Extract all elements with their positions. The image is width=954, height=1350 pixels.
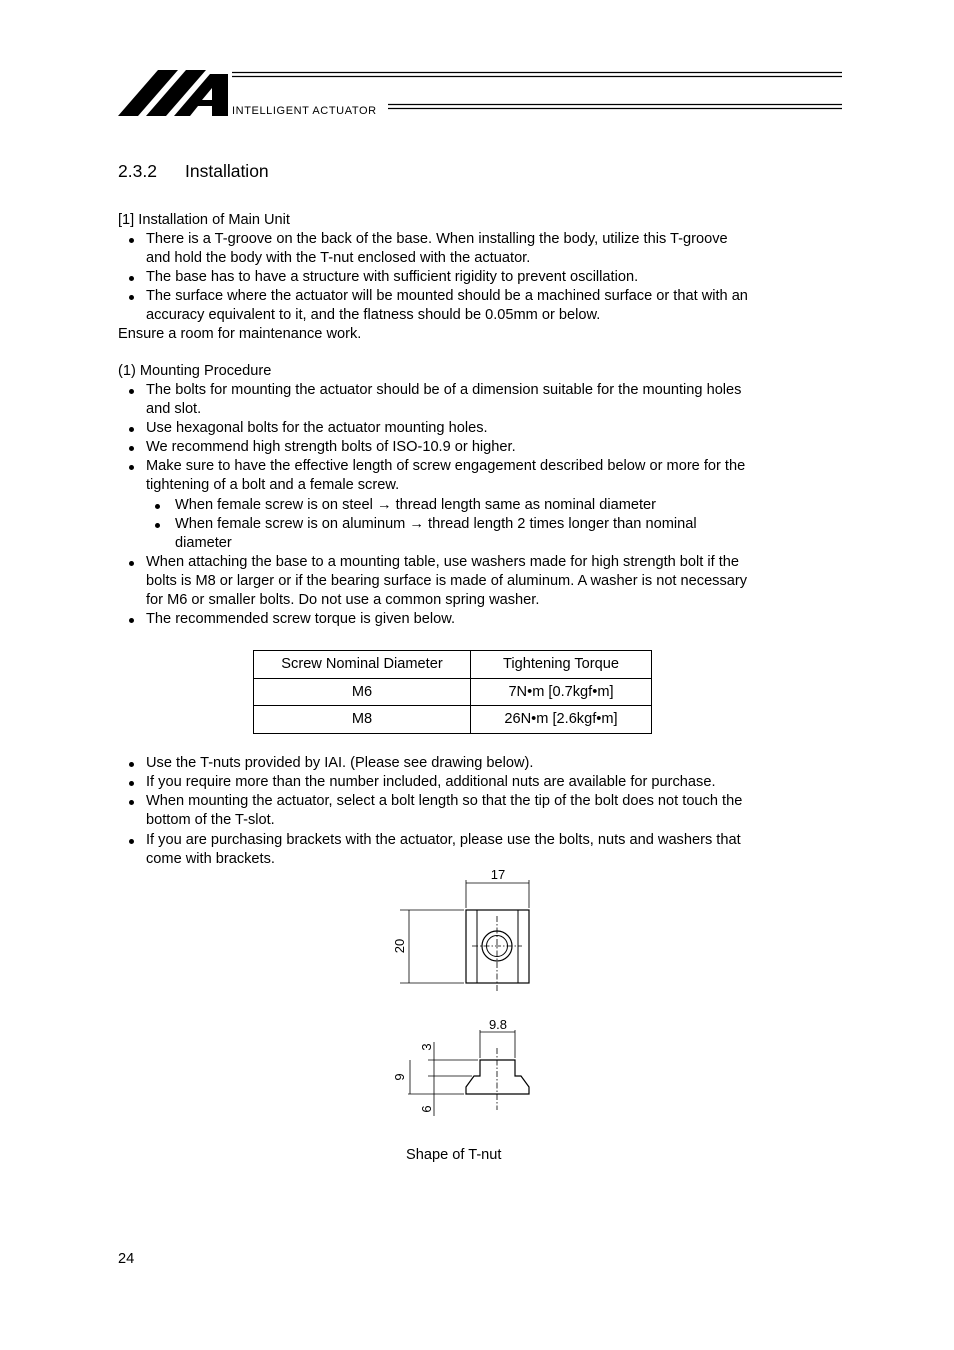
table-row (254, 678, 652, 706)
maintenance-note: Ensure a room for maintenance work. (118, 326, 362, 342)
sub-bullet-1: When female screw is on steel → thread length same as nominal diameter (175, 497, 657, 513)
torque-table (253, 650, 652, 734)
main-unit-bullet-2: The base has to have a structure with sufficient rigidity to prevent oscillation. (146, 269, 639, 285)
section-heading (118, 161, 269, 182)
mounting-bullet-4-line-2: tightening of a bolt and a female screw. (146, 477, 400, 493)
mounting-bullet-2: Use hexagonal bolts for the actuator mounting holes. (146, 420, 488, 436)
mounting-bullet-4-line-1: Make sure to have the effective length of screw engagement described below or more for the (146, 458, 746, 474)
tnut-bullet-3-line-1: When mounting the actuator, select a bolt length so that the tip of the bolt does not touch the (146, 793, 743, 809)
bullet-dot (129, 238, 134, 243)
bullet-dot (155, 523, 160, 528)
table-header-cell: Screw Nominal Diameter (254, 651, 471, 679)
table-cell: M6 (254, 678, 471, 706)
table-cell: 26N•m [2.6kgf•m] (471, 706, 652, 734)
tnut-bullet-4-line-2: come with brackets. (146, 851, 275, 867)
table-header-cell: Tightening Torque (471, 651, 652, 679)
main-unit-bullet-1-line-2: and hold the body with the T-nut enclosed with the actuator. (146, 250, 531, 266)
tnut-top-view (466, 910, 529, 983)
tnut-bullet-4-line-1: If you are purchasing brackets with the actuator, please use the bolts, nuts and washers that (146, 832, 741, 848)
main-unit-bullet-3-line-1: The surface where the actuator will be mounted should be a machined surface or that with an (146, 288, 748, 304)
bullet-dot (129, 781, 134, 786)
bullet-dot (129, 465, 134, 470)
brand-name: INTELLIGENT ACTUATOR (232, 105, 377, 117)
dim-height: 20 (392, 938, 407, 954)
dim-width: 17 (490, 867, 506, 882)
mounting-bullet-5-line-1: When attaching the base to a mounting table, use washers made for high strength bolt if the (146, 554, 740, 570)
bullet-dot (129, 446, 134, 451)
mounting-bullet-5-line-3: for M6 or smaller bolts. Do not use a common spring washer. (146, 592, 540, 608)
tnut-side-view (466, 1060, 529, 1094)
sub-bullet-2-line-2: diameter (175, 535, 232, 551)
dim-top: 3 (419, 1043, 434, 1051)
bullet-dot (129, 839, 134, 844)
mounting-bullet-3: We recommend high strength bolts of ISO-10.9 or higher. (146, 439, 516, 455)
section-number: 2.3.2 (118, 161, 157, 181)
table-row (254, 706, 652, 734)
tnut-bullet-3-line-2: bottom of the T-slot. (146, 812, 275, 828)
mounting-bullet-6: The recommended screw torque is given below. (146, 611, 456, 627)
table-cell: M8 (254, 706, 471, 734)
mounting-bullet-1-line-1: The bolts for mounting the actuator should be of a dimension suitable for the mounting holes (146, 382, 742, 398)
bullet-dot (129, 276, 134, 281)
sub-bullet-2-line-1: When female screw is on aluminum → thread length 2 times longer than nominal (175, 516, 697, 532)
mounting-heading: (1) Mounting Procedure (118, 363, 272, 379)
bullet-dot (155, 504, 160, 509)
section-title: Installation (185, 161, 269, 181)
dim-mid: 9 (392, 1073, 407, 1081)
bullet-dot (129, 618, 134, 623)
header-rules (0, 0, 954, 130)
table-header-row (254, 651, 652, 679)
bullet-dot (129, 389, 134, 394)
table-cell: 7N•m [0.7kgf•m] (471, 678, 652, 706)
dim-bottom: 6 (419, 1105, 434, 1113)
bullet-dot (129, 295, 134, 300)
bullet-dot (129, 762, 134, 767)
main-unit-bullet-3-line-2: accuracy equivalent to it, and the flatness should be 0.05mm or below. (146, 307, 601, 323)
page-number: 24 (118, 1251, 135, 1267)
bullet-dot (129, 561, 134, 566)
figure-caption: Shape of T-nut (406, 1147, 502, 1163)
tnut-bullet-2: If you require more than the number included, additional nuts are available for purchase. (146, 774, 716, 790)
dim-neck: 9.8 (488, 1017, 508, 1032)
tnut-drawing (380, 860, 550, 1130)
bullet-dot (129, 427, 134, 432)
mounting-bullet-5-line-2: bolts is M8 or larger or if the bearing surface is made of aluminum. A washer is not necessary (146, 573, 748, 589)
bullet-dot (129, 800, 134, 805)
mounting-bullet-1-line-2: and slot. (146, 401, 202, 417)
main-unit-heading: [1] Installation of Main Unit (118, 212, 290, 228)
main-unit-bullet-1-line-1: There is a T-groove on the back of the base. When installing the body, utilize this T-groove (146, 231, 728, 247)
tnut-bullet-1: Use the T-nuts provided by IAI. (Please see drawing below). (146, 755, 534, 771)
